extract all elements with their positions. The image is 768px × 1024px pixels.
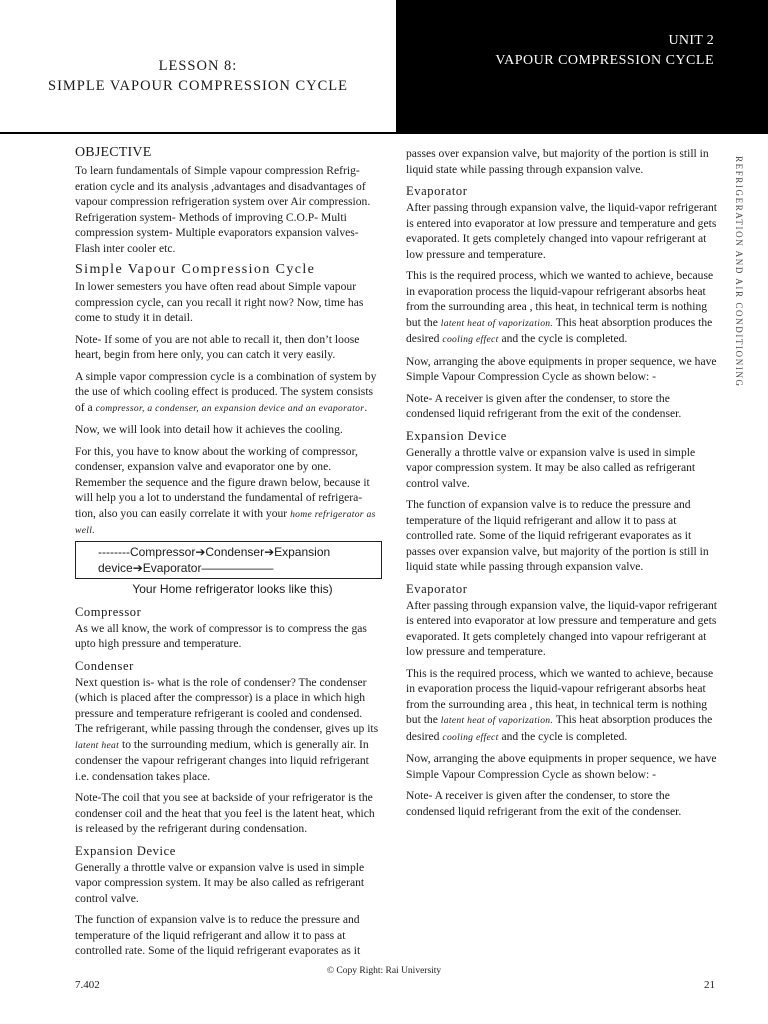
evaporator-2-italic-1: latent heat of vaporization. (440, 715, 554, 726)
evaporator-2-text-a: This is the required process, which we wanted to achieve, because in evaporation process the liquid-vapour refrigerant absorbs heat from the surrounding area , this heat, in technical term is nothing but the (406, 666, 714, 726)
expansion-heading: Expansion Device (75, 843, 176, 858)
cycle-sequence-line-1: --------Compressor➔Condenser➔Expansion (98, 544, 331, 559)
evaporator-2-text-c: and the cycle is completed. (498, 729, 628, 743)
objective-heading: OBJECTIVE (75, 145, 152, 160)
unit-number: UNIT 2 (668, 33, 714, 48)
svc-paragraph-2: Note- If some of you are not able to recall it, then don’t loose heart, begin from here only, you can catch it very easily. (75, 332, 360, 361)
side-running-title (730, 156, 744, 404)
evaporator-1-italic-1: latent heat of vaporization. (440, 317, 554, 329)
side-running-title-text: REFRIGERATION AND AIR CONDITIONING (734, 156, 744, 388)
expansion-2-paragraph-1: Generally a throttle valve or expansion valve is used in simple vapor compression system. It may be also called as refrigerant control valve. (406, 445, 696, 490)
lesson-header (0, 0, 396, 134)
continued-text: passes over expansion valve, but majority of the portion is still in liquid state while passing through expansion valve. (406, 147, 709, 176)
evaporator-1-text-a: This is the required process, which we wanted to achieve, because in evaporation process the liquid-vapour refrigerant absorbs heat from the surrounding area , this heat, in technical term is nothing but the (406, 269, 714, 329)
svc-paragraph-5 (75, 444, 382, 539)
evaporator-1-text-b: This heat absorption produces the desired (406, 315, 713, 345)
evaporator-2-italic-2: cooling effect (442, 731, 499, 743)
expansion-2-paragraph-2: The function of expansion valve is to reduce the pressure and temperature of the liquid refrigerant and allow it to pass at controlled rate. Some of the liquid refrigerant evaporates as it passes over expansion valve, but majority of the portion is still in liquid state while passing through expansion valve. (406, 498, 709, 573)
svc-paragraph-3-italic: compressor, a condenser, an expansion device and an evaporator (95, 402, 365, 414)
objective-text: To learn fundamentals of Simple vapour compression Refrig-eration cycle and its analysis ,advantages and disadvantages of vapour compression refrigeration system over Air compression. Refrigeration system- Methods of improving C.O.P- Multi compression system- Multiple evaporators expansion valves- Flash inter cooler etc. (75, 164, 371, 255)
svc-paragraph-3 (75, 369, 382, 417)
lesson-title: SIMPLE VAPOUR COMPRESSION CYCLE (48, 78, 348, 94)
svc-paragraph-4: Now, we will look into detail how it achieves the cooling. (75, 423, 343, 436)
evaporator-2-paragraph-1: After passing through expansion valve, the liquid-vapor refrigerant is entered into evaporator at low pressure and temperature and gets evaporated. It gets completely changed into vapour refrigerant at low pressure and temperature. (406, 598, 718, 658)
condenser-paragraph-2: Note-The coil that you see at backside of your refrigerator is the condenser coil and the heat that you feel is the latent heat, which is released by the refrigerant during condensation. (75, 791, 375, 835)
condenser-paragraph-1 (75, 675, 382, 785)
evaporator-1-paragraph-1: After passing through expansion valve, the liquid-vapor refrigerant is entered into evaporator at low pressure and temperature and gets evaporated. It gets completely changed into vapour refrigerant at low pressure and temperature. (406, 201, 718, 261)
svc-paragraph-3-end: . (364, 400, 368, 414)
svc-paragraph-3-text: A simple vapor compression cycle is a combination of system by the use of which cooling effect is produced. The system consists of a (75, 369, 377, 414)
cycle-sequence-caption: Your Home refrigerator looks like this) (132, 581, 333, 596)
evaporator-2-paragraph-2 (406, 666, 717, 746)
evaporator-2-text-b: This heat absorption produces the desired (406, 713, 713, 743)
evaporator-2-note: Note- A receiver is given after the condenser, to store the condensed liquid refrigerant from the exit of the condenser. (406, 789, 682, 818)
unit-title: VAPOUR COMPRESSION CYCLE (495, 53, 714, 68)
svc-paragraph-1: In lower semesters you have often read about Simple vapour compression cycle, can you recall it right now? Now, time has come to study it in detail. (75, 280, 364, 324)
evaporator-2-paragraph-3: Now, arranging the above equipments in proper sequence, we have Simple Vapour Compression Cycle as shown below: - (406, 752, 717, 781)
svc-heading: Simple Vapour Compression Cycle (75, 262, 316, 277)
expansion-paragraph-2: The function of expansion valve is to reduce the pressure and temperature of the liquid refrigerant and allow it to pass at controlled rate. Some of the liquid refrigerant evaporates as it (75, 913, 361, 957)
expansion-device-heading-2: Expansion Device (406, 428, 507, 443)
copyright-notice: © Copy Right: Rai University (326, 966, 442, 976)
lesson-number: LESSON 8: (158, 58, 238, 74)
right-column (406, 146, 717, 825)
svc-paragraph-5-text: For this, you have to know about the working of compressor, condenser, expansion valve and evaporator one by one. Remember the sequence and the figure drawn below, because it will help you a lot to understand the fundamental of refrigera-tion, also you can easily correlate it with your (75, 444, 370, 520)
compressor-heading: Compressor (75, 604, 142, 619)
unit-header-block (396, 0, 768, 134)
cycle-sequence-box (75, 541, 382, 579)
evaporator-1-italic-2: cooling effect (442, 334, 499, 345)
evaporator-1-paragraph-2 (406, 268, 717, 348)
page-code: 7.402 (75, 979, 100, 991)
cycle-sequence-line-2: device➔Evaporator—————— (98, 560, 274, 575)
evaporator-heading-1: Evaporator (406, 184, 468, 198)
condenser-paragraph-1-text-b: to the surrounding medium, which is generally air. In condenser the vapour refrigerant changes into liquid refrigerant i.e. condensation takes place. (75, 737, 369, 783)
header-rule (0, 132, 396, 134)
condenser-paragraph-1-italic: latent heat (75, 739, 120, 751)
evaporator-1-note: Note- A receiver is given after the condenser, to store the condensed liquid refrigerant from the exit of the condenser. (406, 391, 682, 420)
condenser-heading: Condenser (75, 658, 134, 673)
evaporator-heading-2: Evaporator (406, 581, 468, 596)
evaporator-1-text-c: and the cycle is completed. (498, 332, 628, 345)
evaporator-1-paragraph-3: Now, arranging the above equipments in proper sequence, we have Simple Vapour Compression Cycle as shown below: - (406, 354, 717, 383)
page-number: 21 (704, 979, 715, 991)
condenser-paragraph-1-text-a: Next question is- what is the role of condenser? The condenser (which is placed after the compressor) is a place in which high pressure and temperature refrigerant is cooled and condensed. The refrigerant, while passing through the condenser, gives up its (75, 675, 379, 735)
compressor-text: As we all know, the work of compressor is to compress the gas upto high pressure and temperature. (75, 621, 367, 650)
left-column (75, 145, 382, 965)
svc-paragraph-5-italic: home refrigerator as well. (75, 508, 376, 536)
expansion-paragraph-1: Generally a throttle valve or expansion valve is used in simple vapor compression system. It may be also called as refrigerant control valve. (75, 860, 365, 905)
